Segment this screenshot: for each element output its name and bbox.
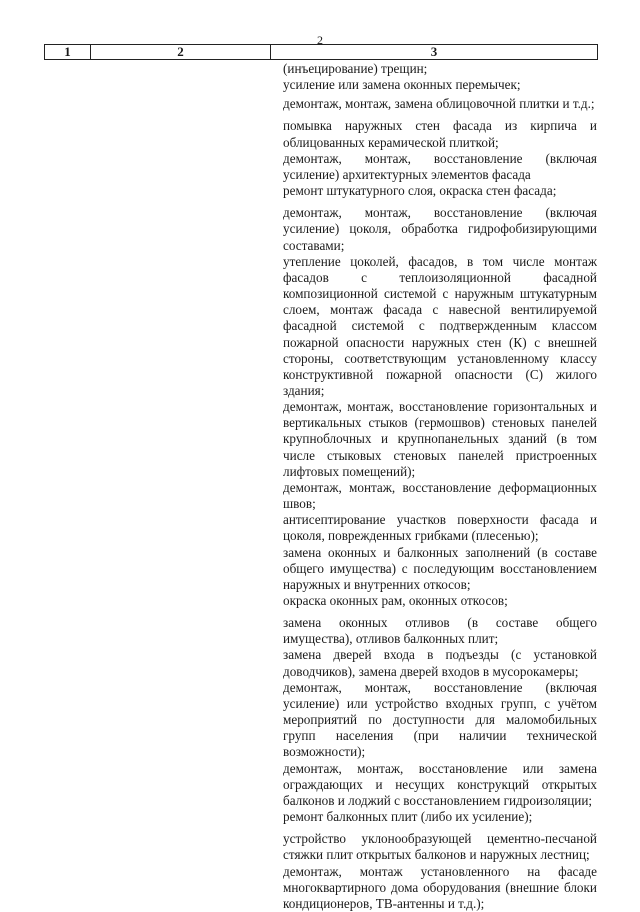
list-item: демонтаж, монтаж, замена облицовочной плитки и т.д.; bbox=[283, 96, 595, 112]
list-item: ремонт балконных плит (либо их усиление); bbox=[283, 809, 533, 825]
table-header-row bbox=[44, 44, 598, 60]
list-item: замена оконных отливов (в составе общего имущества), отливов балконных плит; bbox=[283, 615, 597, 647]
list-item: демонтаж, монтаж установленного на фасаде многоквартирного дома оборудования (внешние блоки кондиционеров, ТВ-антенны и т.д.); bbox=[283, 863, 597, 911]
list-item: демонтаж, монтаж, восстановление или замена ограждающих и несущих конструкций открытых балконов и лоджий с восстановлением гидроизоляции; bbox=[283, 760, 597, 808]
column-header-2: 2 bbox=[91, 45, 271, 59]
work-list bbox=[283, 61, 597, 912]
list-item: демонтаж, монтаж, восстановление горизонтальных и вертикальных стыков (гермошвов) стеновых панелей крупноблочных и крупнопанельных зданий (в том числе стыковых стеновых панелей пристроенных лифтовых помещений); bbox=[283, 399, 597, 479]
list-item: усиление или замена оконных перемычек; bbox=[283, 77, 521, 93]
list-item: утепление цоколей, фасадов, в том числе монтаж фасадов с теплоизоляционной фасадной композиционной системой с наружным штукатурным слоем, монтаж фасада с навесной вентилируемой фасадной системой с подтвержденным классом пожарной опасности наружных стен (К) с внешней стороны, соответствующим установленному классу конструктивной пожарной опасности (С) жилого здания; bbox=[283, 253, 597, 398]
column-header-3: 3 bbox=[430, 44, 438, 59]
list-item: демонтаж, монтаж, восстановление (включая усиление) цоколя, обработка гидрофобизирующими составами; bbox=[283, 205, 597, 253]
list-item: замена дверей входа в подъезды (с установкой доводчиков), замена дверей входов в мусорокамеры; bbox=[283, 647, 597, 679]
list-item: (инъецирование) трещин; bbox=[283, 61, 428, 76]
list-item: помывка наружных стен фасада из кирпича и облицованных керамической плиткой; bbox=[283, 118, 597, 150]
list-item: демонтаж, монтаж, восстановление (включая усиление) архитектурных элементов фасада bbox=[283, 150, 597, 182]
list-item: демонтаж, монтаж, восстановление (включая усиление) или устройство входных групп, с учётом мероприятий по доступности для маломобильных групп населения (при наличии технической возможности); bbox=[283, 679, 597, 760]
page-number: 2 bbox=[317, 33, 323, 47]
list-item: устройство уклонообразующей цементно-песчаной стяжки плит открытых балконов и наружных лестниц; bbox=[283, 831, 597, 863]
list-item: демонтаж, монтаж, восстановление деформационных швов; bbox=[283, 479, 597, 512]
list-item: антисептирование участков поверхности фасада и цоколя, поврежденных грибками (плесенью); bbox=[283, 512, 597, 544]
column-header-1: 1 bbox=[45, 45, 91, 59]
list-item: окраска оконных рам, оконных откосов; bbox=[283, 593, 508, 608]
list-item: ремонт штукатурного слоя, окраска стен фасада; bbox=[283, 183, 557, 199]
list-item: замена оконных и балконных заполнений (в составе общего имущества) с последующим восстановлением наружных и внутренних откосов; bbox=[283, 544, 597, 592]
